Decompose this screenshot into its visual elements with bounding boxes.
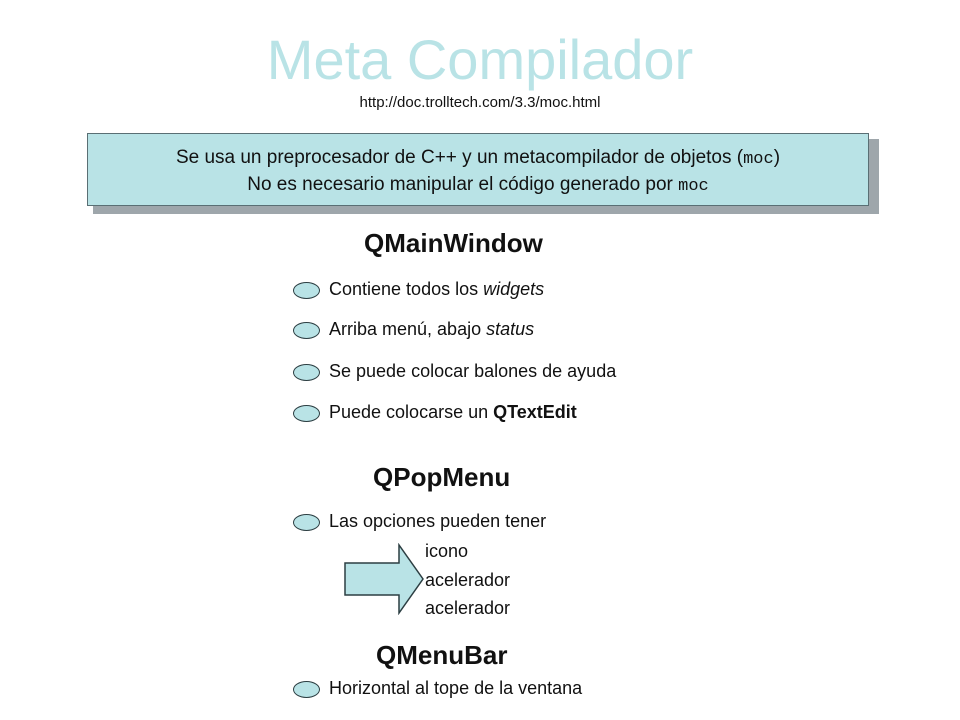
sub-item: acelerador — [425, 598, 511, 618]
bullet-item: Puede colocarse un QTextEdit — [329, 402, 577, 422]
oval-bullet-icon — [293, 405, 320, 422]
heading-qmainwindow: QMainWindow — [364, 228, 543, 258]
slide-title: Meta Compilador — [266, 28, 694, 91]
reference-url: http://doc.trolltech.com/3.3/moc.html — [359, 94, 601, 111]
bullet-item: Las opciones pueden tener — [329, 511, 547, 531]
bullet-item: Se puede colocar balones de ayuda — [329, 361, 617, 381]
oval-bullet-icon — [293, 681, 320, 698]
callout-box — [87, 133, 869, 206]
oval-bullet-icon — [293, 364, 320, 381]
oval-bullet-icon — [293, 282, 320, 299]
sub-item: acelerador — [425, 570, 511, 590]
right-arrow-icon — [343, 543, 425, 615]
bullet-item: Arriba menú, abajo status — [329, 319, 535, 339]
heading-qmenubar: QMenuBar — [376, 640, 508, 670]
oval-bullet-icon — [293, 514, 320, 531]
callout-line-1: Se usa un preprocesador de C++ y un metacompilador de objetos (moc) — [175, 147, 781, 169]
callout-line-2: No es necesario manipular el código generado por moc — [247, 174, 709, 196]
heading-qpopmenu: QPopMenu — [373, 462, 511, 492]
bullet-item: Horizontal al tope de la ventana — [329, 678, 583, 698]
oval-bullet-icon — [293, 322, 320, 339]
bullet-item: Contiene todos los widgets — [329, 279, 545, 299]
sub-item: icono — [425, 541, 469, 561]
